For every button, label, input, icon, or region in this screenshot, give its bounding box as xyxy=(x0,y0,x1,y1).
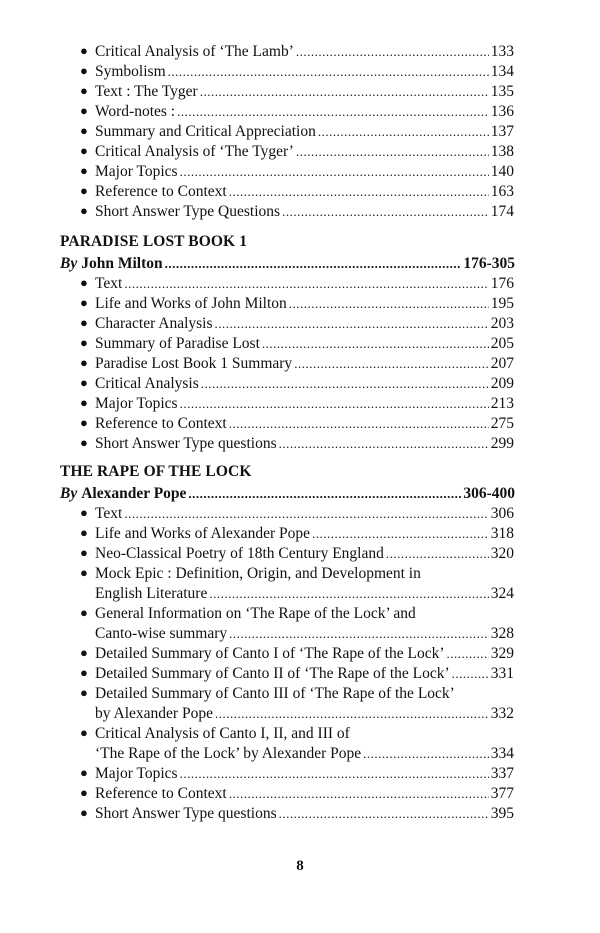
bullet-icon: ● xyxy=(80,275,88,290)
toc-entry: ● Short Answer Type questions ..... 299 xyxy=(80,434,514,454)
bullet-icon: ● xyxy=(80,525,88,540)
toc-entry: ● Text ..... 306 xyxy=(80,504,514,524)
bullet-icon: ● xyxy=(80,685,88,700)
section-title: THE RAPE OF THE LOCK xyxy=(60,463,252,480)
section-title: PARADISE LOST BOOK 1 xyxy=(60,233,248,250)
toc-entry: ● Text ..... 176 xyxy=(80,274,514,294)
toc-entry: ● Detailed Summary of Canto II of ‘The Rape of the Lock’ ..... 331 xyxy=(80,664,514,684)
section-page-range: 176-305 xyxy=(463,255,515,272)
bullet-icon: ● xyxy=(80,785,88,800)
bullet-icon: ● xyxy=(80,335,88,350)
toc-entry: ● Life and Works of John Milton ..... 195 xyxy=(80,294,514,314)
bullet-icon: ● xyxy=(80,765,88,780)
toc-entry-continuation: English Literature ..... 324 xyxy=(95,584,514,604)
bullet-icon: ● xyxy=(80,203,88,218)
section-author: Alexander Pope xyxy=(81,485,187,502)
bullet-icon: ● xyxy=(80,725,88,740)
toc-entry: ● Reference to Context ..... 275 xyxy=(80,414,514,434)
bullet-icon: ● xyxy=(80,605,88,620)
bullet-icon: ● xyxy=(80,63,88,78)
section-author-row: By John Milton ..... 176-305 xyxy=(60,254,515,274)
bullet-icon: ● xyxy=(80,355,88,370)
toc-entry: ● Major Topics ..... 140 xyxy=(80,162,514,182)
toc-entry: ● Paradise Lost Book 1 Summary ..... 207 xyxy=(80,354,514,374)
toc-entry-continuation: ‘The Rape of the Lock’ by Alexander Pope ..... 334 xyxy=(95,744,514,764)
bullet-icon: ● xyxy=(80,315,88,330)
bullet-icon: ● xyxy=(80,565,88,580)
toc-entry: ● Critical Analysis of ‘The Lamb’ ..... 133 xyxy=(80,42,514,62)
bullet-icon: ● xyxy=(80,43,88,58)
bullet-icon: ● xyxy=(80,395,88,410)
toc-entry: ● General Information on ‘The Rape of the Lock’ and xyxy=(80,605,416,622)
toc-entry: ● Symbolism ..... 134 xyxy=(80,62,514,82)
toc-entry: ● Life and Works of Alexander Pope ..... 318 xyxy=(80,524,514,544)
toc-entry: ● Critical Analysis of ‘The Tyger’ ..... 138 xyxy=(80,142,514,162)
bullet-icon: ● xyxy=(80,645,88,660)
bullet-icon: ● xyxy=(80,665,88,680)
toc-entry: ● Short Answer Type questions ..... 395 xyxy=(80,804,514,824)
toc-entry-continuation: Canto-wise summary ..... 328 xyxy=(95,624,514,644)
toc-entry: ● Text : The Tyger ..... 135 xyxy=(80,82,514,102)
bullet-icon: ● xyxy=(80,163,88,178)
toc-entry: ● Detailed Summary of Canto III of ‘The Rape of the Lock’ xyxy=(80,685,455,702)
toc-entry: ● Critical Analysis of Canto I, II, and III of xyxy=(80,725,350,742)
bullet-icon: ● xyxy=(80,123,88,138)
section-author: John Milton xyxy=(81,255,163,272)
bullet-icon: ● xyxy=(80,805,88,820)
toc-entry: ● Critical Analysis ..... 209 xyxy=(80,374,514,394)
toc-entry: ● Summary of Paradise Lost ..... 205 xyxy=(80,334,514,354)
bullet-icon: ● xyxy=(80,183,88,198)
page-number: 8 xyxy=(296,858,304,874)
section-page-range: 306-400 xyxy=(463,485,515,502)
bullet-icon: ● xyxy=(80,545,88,560)
bullet-icon: ● xyxy=(80,375,88,390)
bullet-icon: ● xyxy=(80,143,88,158)
toc-entry: ● Mock Epic : Definition, Origin, and Development in xyxy=(80,565,421,582)
toc-entry: ● Major Topics ..... 213 xyxy=(80,394,514,414)
bullet-icon: ● xyxy=(80,295,88,310)
bullet-icon: ● xyxy=(80,415,88,430)
toc-entry: ● Neo-Classical Poetry of 18th Century England ..... 320 xyxy=(80,544,514,564)
bullet-icon: ● xyxy=(80,103,88,118)
toc-entry: ● Short Answer Type Questions ..... 174 xyxy=(80,202,514,222)
bullet-icon: ● xyxy=(80,435,88,450)
toc-entry: ● Major Topics ..... 337 xyxy=(80,764,514,784)
section-author-row: By Alexander Pope ..... 306-400 xyxy=(60,484,515,504)
toc-entry: ● Character Analysis ..... 203 xyxy=(80,314,514,334)
toc-entry: ● Summary and Critical Appreciation ..... 137 xyxy=(80,122,514,142)
toc-entry-continuation: by Alexander Pope ..... 332 xyxy=(95,704,514,724)
toc-entry: ● Word-notes : ..... 136 xyxy=(80,102,514,122)
bullet-icon: ● xyxy=(80,505,88,520)
toc-entry: ● Reference to Context ..... 377 xyxy=(80,784,514,804)
toc-entry: ● Detailed Summary of Canto I of ‘The Rape of the Lock’ ..... 329 xyxy=(80,644,514,664)
toc-entry: ● Reference to Context ..... 163 xyxy=(80,182,514,202)
bullet-icon: ● xyxy=(80,83,88,98)
